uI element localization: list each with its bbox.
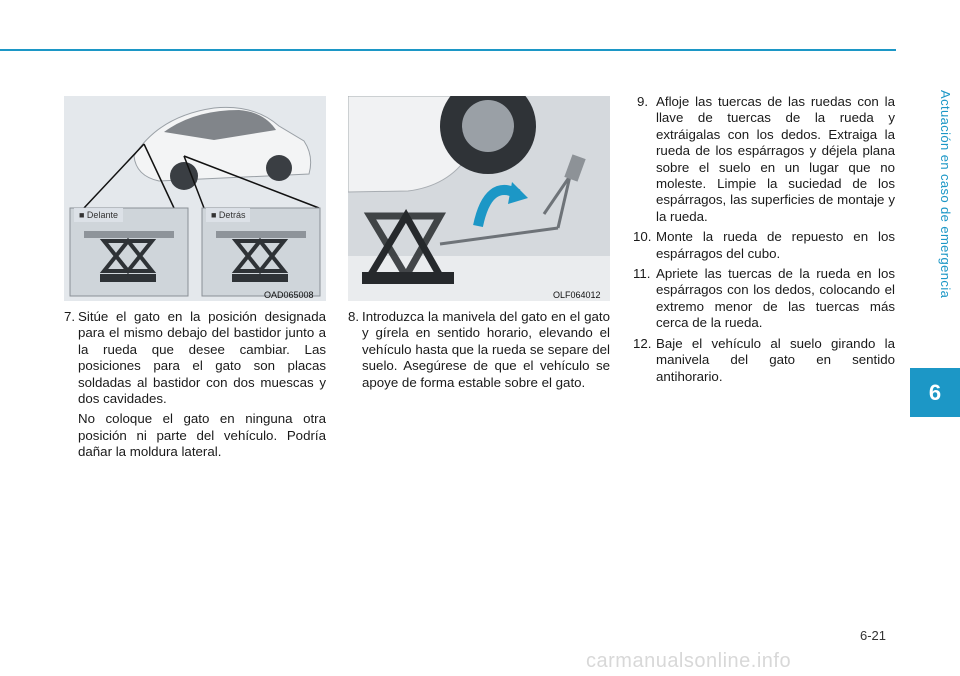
label-front: ■ Delante: [74, 208, 123, 222]
step-number: 10.: [633, 229, 652, 245]
step-8: [348, 309, 610, 391]
chapter-side-title: Actuación en caso de emergencia: [938, 90, 953, 299]
step-number: 7.: [64, 309, 76, 324]
step-10: [633, 229, 895, 262]
jack-illustration: [348, 96, 610, 301]
step-11: [633, 266, 895, 332]
page-number: 6-21: [860, 628, 887, 643]
watermark: carmanualsonline.info: [586, 650, 792, 672]
step-text: Sitúe el gato en la posición designada para el mismo debajo del bastidor junto a la rueda que desee cambiar. Las posiciones para el gato son placas soldadas al bastidor con dos muescas y dos cavidades.: [78, 309, 326, 407]
car-illustration: [64, 96, 326, 301]
step-9: [633, 94, 895, 225]
chapter-tab: 6: [910, 368, 960, 417]
step-text: Apriete las tuercas de la rueda en los espárragos con los dedos, colocando el extremo menor de las tuercas más cerca de la rueda.: [656, 266, 895, 331]
text-column-1: [64, 309, 326, 461]
figure-code: OAD065008: [264, 290, 314, 300]
figure-code: OLF064012: [553, 290, 601, 300]
header-rule: [0, 49, 896, 51]
step-number: 12.: [633, 335, 652, 351]
step-text: Baje el vehículo al suelo girando la manivela del gato en sentido antihorario.: [656, 335, 895, 384]
step-number: 9.: [637, 94, 649, 109]
step-7-note: No coloque el gato en ninguna otra posición ni parte del vehículo. Podría dañar la moldura lateral.: [78, 411, 326, 460]
step-text: Introduzca la manivela del gato en el gato y gírela en sentido horario, elevando el vehículo hasta que la rueda se separe del suelo. Asegúrese de que el vehículo se apoye de forma estable sobre el gato.: [362, 309, 610, 390]
figure-jack-positions: [64, 96, 326, 301]
figure-jack-handle: [348, 96, 610, 301]
label-rear: ■ Detrás: [206, 208, 250, 222]
step-text: Monte la rueda de repuesto en los espárragos del cubo.: [656, 229, 895, 261]
text-column-3: [633, 94, 895, 389]
text-column-2: [348, 309, 610, 395]
step-12: [633, 336, 895, 385]
step-number: 11.: [633, 266, 651, 282]
step-number: 8.: [348, 309, 360, 324]
step-7: [64, 309, 326, 407]
step-text: Afloje las tuercas de las ruedas con la llave de tuercas de la rueda y extráigalas con los dedos. Extraiga la rueda de los espárragos y déjela plana sobre el suelo en un lugar que no moleste. Limpie la suciedad de los espárragos, las superficies de montaje y la rueda.: [656, 94, 895, 224]
